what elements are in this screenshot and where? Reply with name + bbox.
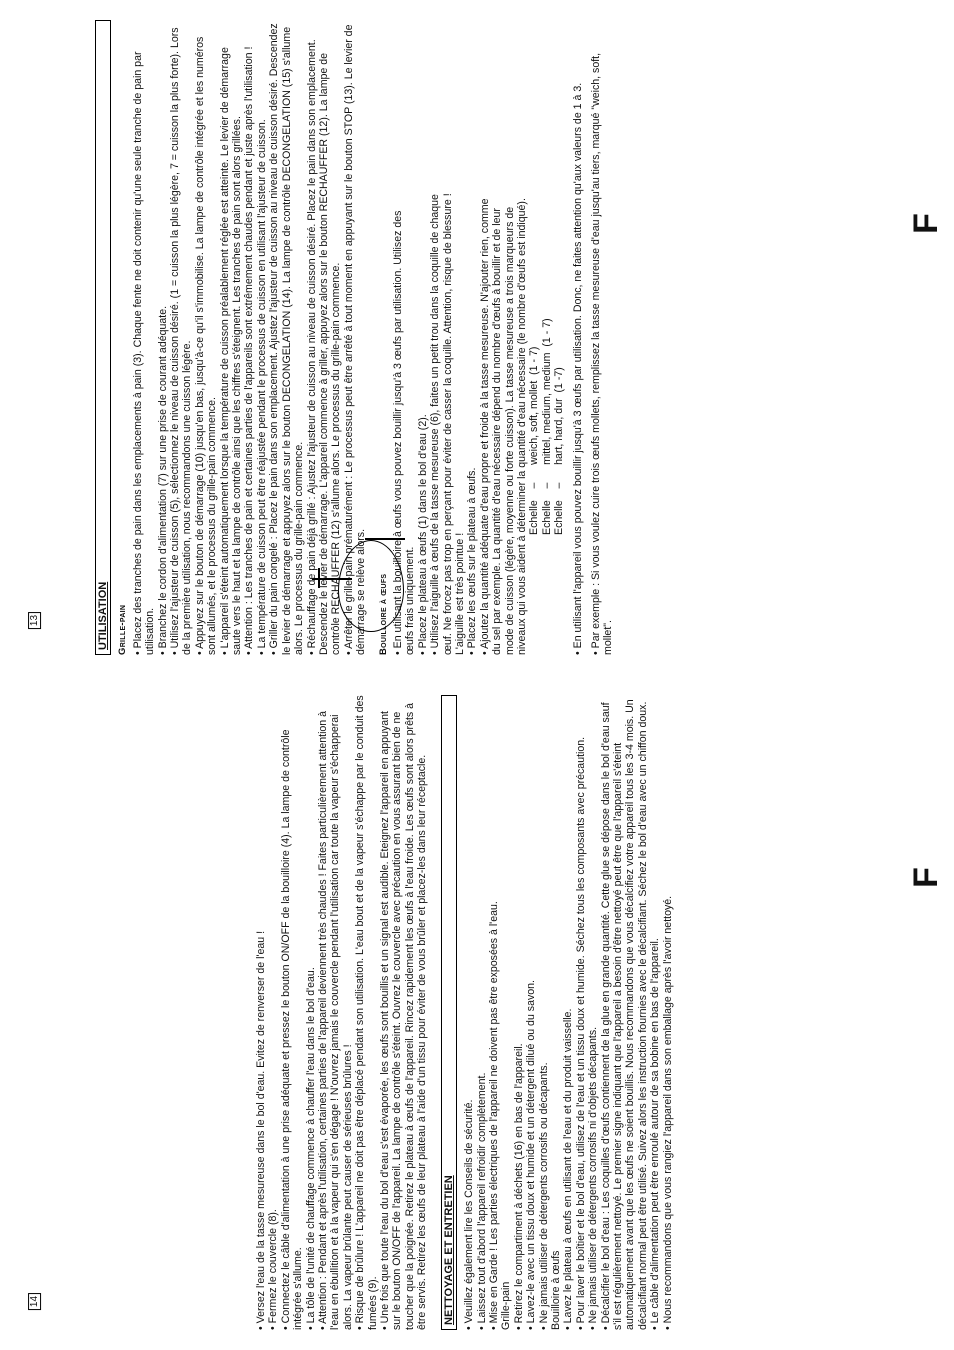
list-item: • Attention : Les tranches de pain et certaines parties de l'appareils sont extrêmement chaudes pendant et juste après l'utilisation ! (243, 20, 255, 655)
page-14 (0, 675, 954, 1350)
list-item: • Attention : Pendant et après l'utilisation, certaines parties de l'appareil deviennent très chaudes ! Faites particulièrement attention à l'eau en ébullition et à la vapeur qui s'en dégage ! N'ouvrez jamais le couvercle pendant l'utilisation car toute la vapeur s'échapperai alors. La vapeur brûlante peut causer de sérieuses brûlures ! (317, 695, 354, 1330)
scale-line: Echelle – mittel, medium, medium (1 - 7) (540, 318, 553, 535)
section-title: NETTOYAGE ET ENTRETIEN (441, 695, 457, 1330)
list-item: • Le câble d'alimentation peut être enroulé autour de sa bobine en bas de l'appareil. (649, 695, 661, 1330)
list-item: • L'appareil s'éteint automatiquement lorsque la température de cuisson préalablement réglée est atteinte. Le levier de démarrage saute vers le haut et la lampe de contrôle ainsi que les chiffres s'éteignent. Les tranches de pain sont alors grillées. (219, 20, 244, 655)
list-item: • Branchez le cordon d'alimentation (7) sur une prise de courant adéquate. (157, 20, 169, 655)
subheading: Bouilloire à œufs (549, 1250, 562, 1330)
list-item: • Fermez le couvercle (8). (267, 695, 279, 1330)
list-item: • Réchauffage de pain déjà grillé : Ajustez l'ajusteur de cuisson au niveau de cuisson désiré. Placez le pain dans son emplacement. Descendez le levier de démarrage. L'appareil commence à griller, appuyez alors sur le bouton RECHAUFFER (12). La lampe de contrôle RECHAUFFER (12) s'allume alors. Le processus du grille-pain commence. (306, 20, 343, 655)
list-item: • Griller du pain congelé : Placez le pain dans son emplacement. Ajustez l'ajusteur de cuisson au niveau de cuisson désiré. Descendez le levier de démarrage et appuyez alors sur le bouton DECONGELATION (14). La lampe de contrôle DECONGELATION (15) s'allume alors. Le processus du grille-pain commence. (268, 20, 305, 655)
list-item: • Décalcifier le bol d'eau : Les coquilles d'œufs contiennent de la glue en grande quantité. Cette glue se dépose dans le bol d'eau sauf s'il est régulièrement nettoyé. Le premier signe indiquant que l'appareil a besoin d'être nettoyé peut être que l'appareil s'éteint automatiquement avant que les œufs ne soient bouillis. Nous recommandons que vous décalcifiez votre appareil tous les 3-4 mois. Un décalcifiant normal peut être utilisé. Suivez alors les instruction fournies avec le décalcifiant. Séchez le bol d'eau avec un chiffon doux. (600, 695, 650, 1330)
list-item: • Placez les œufs sur le plateau à œufs. (466, 185, 478, 655)
list-item: • Placez des tranches de pain dans les emplacements à pain (3). Chaque fente ne doit contenir qu'une seule tranche de pain par utilisation. (132, 20, 157, 655)
language-letter: F (906, 213, 945, 234)
list-item: • Arrêter le grille-pain prématurément : Le processus peut être arrêté à tout moment en appuyant sur le bouton STOP (13). Le levier de démarrage se relève alors. (343, 20, 368, 655)
list-item: • Utilisez l'aiguille à œufs de la tasse mesureuse (6), faites un petit trou dans la coquille de chaque œuf. Ne forcez pas trop en perçant pour éviter de casser la coquille. Attention, risque de blessure ! L'aiguille est très pointue ! (429, 185, 466, 655)
subheading-eggs: Bouilloire à œufs (377, 573, 389, 655)
subheading-toaster: Grille-pain (117, 604, 129, 655)
page-14-content (255, 695, 954, 1330)
scale-line: Echelle – weich, soft, mollet (1 - 7) (528, 346, 541, 535)
list-item: • Ne jamais utiliser de détergents corrosifs ou décapants. (538, 695, 550, 1330)
list-item: • Lavez le plateau à œufs en utilisant de l'eau et du produit vaisselle. (562, 695, 574, 1330)
scale-line: Echelle – hart, hard, dur (1 -7) (553, 367, 566, 535)
list-item: • Pour laver le boîtier et le bol d'eau, utilisez de l'eau et un tissu doux et humide. Séchez tous les composants avec précaution. (575, 695, 587, 1330)
page-number: 14 (28, 1293, 41, 1310)
list-item: • Par exemple : Si vous voulez cuire trois œufs mollets, remplissez la tasse mesureuse d'eau jusqu'au tiers, marqué "weich, soft, mollet". (590, 20, 615, 655)
list-item: • La tôle de l'unité de chauffage commence à chauffer l'eau dans le bol d'eau. (305, 695, 317, 1330)
page-13-content (95, 20, 875, 655)
list-item: • La température de cuisson peut être réajustée pendant le processus de cuisson en utilisant l'ajusteur de cuisson. (256, 20, 268, 655)
subheading: Grille-pain (500, 1281, 513, 1330)
list-item: • Veuillez également lire les Conseils de sécurité. (463, 695, 475, 1330)
section-title: UTILISATION (95, 20, 111, 655)
list-item: • Connectez le câble d'alimentation à une prise adéquate et pressez le bouton ON/OFF de la bouilloire (4). La lampe de contrôle intégrée s'allume. (280, 695, 305, 1330)
list-item: • Lavez-le avec un tissu doux et humide et un détergent dilué ou du savon. (525, 695, 537, 1330)
list-item: • Placez le plateau à œufs (1) dans le bol d'eau (2). (417, 185, 429, 655)
list-item: • Versez l'eau de la tasse mesureuse dans le bol d'eau. Evitez de renverser de l'eau ! (255, 695, 267, 1330)
language-letter: F (906, 867, 945, 888)
list-item: • En utilisant la bouilloire à œufs vous pouvez bouillir jusqu'à 3 œufs par utilisation. Utilisez des œufs frais uniquement. (392, 185, 417, 655)
list-item: • Une fois que toute l'eau du bol d'eau s'est évaporée, les œufs sont bouillis et un signal est audible. Eteignez l'appareil en appuyant sur le bouton ON/OFF de l'appareil. La lampe de contrôle s'éteint. Ouvrez le couvercle avec précaution en vous assurant bien de ne toucher que la poignée. Retirez le plateau à œufs de l'appareil. Rincez rapidement les œufs à l'eau froide. Les œufs sont alors prêts à être servis. Retirez les œufs de leur plateau à l'aide d'un tissu pour éviter de vous brûler et placez-les dans leur réceptacle. (379, 695, 429, 1330)
list-item: • Nous recommandons que vous rangiez l'appareil dans son emballage après l'avoir nettoyé. (662, 695, 674, 1330)
list-item: • Retirez le compartiment à déchets (16) en bas de l'appareil. (513, 695, 525, 1330)
page-number: 13 (28, 612, 41, 629)
list-item: • Appuyez sur le bouton de démarrage (10) jusqu'en bas, jusqu'à-ce qu'il s'immobilise. La lampe de contrôle intégrée et les numéros sont allumés, et le processus du grille-pain commence. (194, 20, 219, 655)
list-item: • Utilisez l'ajusteur de cuisson (5), sélectionnez le niveau de cuisson désiré. (1 = cuisson la plus légère, 7 = cuisson la plus forte). Lors de la première utilisation, nous recommandons une cuisson légère. (169, 20, 194, 655)
list-item: • Ajoutez la quantité adéquate d'eau propre et froide à la tasse mesureuse. N'ajouter rien, comme du sel par exemple. La quantité d'eau nécessaire dépend du nombre d'œufs à bouillir et de leur mode de cuisson (légère, moyenne ou forte cuisson). La tasse mesureuse a trois marqueurs de niveaux qui vous aident à déterminer la quantité d'eau nécessaire (le nombre d'œufs est indiqué). (479, 185, 529, 655)
list-item: • Ne jamais utiliser de détergents corrosifs ni d'objets décapants. (587, 695, 599, 1330)
list-item: • Laissez tout d'abord l'appareil refroidir complètement. (476, 695, 488, 1330)
list-item: • Mise en Garde ! Les parties électriques de l'appareil ne doivent pas être exposées à l'eau. (488, 695, 500, 1330)
list-item: • En utilisant l'appareil vous pouvez bouillir jusqu'à 3 œufs par utilisation. Donc, ne faites attention qu'aux valeurs de 1 à 3. (572, 20, 584, 655)
list-item: • Risque de brûlure ! L'appareil ne doit pas être déplacé pendant son utilisation. L'eau bout et de la vapeur s'échappe par le conduit des fumées (9). (354, 695, 379, 1330)
